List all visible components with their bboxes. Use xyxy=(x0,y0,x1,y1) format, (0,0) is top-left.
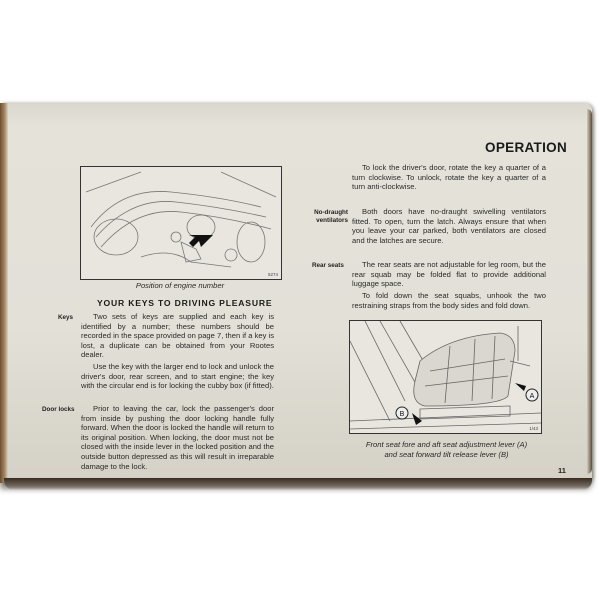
page-number: 11 xyxy=(558,466,566,475)
door-locks-label: Door locks xyxy=(42,406,75,413)
rear-seats-paragraph-1: The rear seats are not adjustable for leg room, but the rear squab may be folded flat to provide additional luggage space. xyxy=(352,260,546,289)
seat-illustration xyxy=(349,320,542,434)
door-lock-paragraph: To lock the driver's door, rotate the key a quarter of a turn clockwise. To unlock, rotate the key a quarter of a turn anti-clockwise. xyxy=(352,163,546,192)
engine-figure-caption: Position of engine number xyxy=(135,281,225,290)
ventilators-label-line2: ventilators xyxy=(316,217,348,224)
seat-caption-line1: Front seat fore and aft seat adjustment lever (A) xyxy=(365,440,528,449)
keys-paragraph-1: Two sets of keys are supplied and each key is identified by a number; these numbers should be recorded in the space provided on page 7, then if a key is lost, a duplicate can be obtained from your Rootes dealer. xyxy=(81,312,274,360)
seat-figure-code: 1/43 xyxy=(529,426,538,431)
ventilators-paragraph: Both doors have no-draught swivelling ventilators fitted. To open, turn the latch. Always ensure that when you leave your car parked, both ventilators are closed and the latches are secure. xyxy=(352,207,546,245)
ventilators-label xyxy=(308,209,348,225)
ventilators-label-line1: No-draught xyxy=(314,209,348,216)
page-edge-shadow xyxy=(4,478,592,490)
page-title: OPERATION xyxy=(485,140,567,155)
keys-label: Keys xyxy=(58,314,74,321)
seat-figure-caption xyxy=(349,440,544,459)
section-heading: YOUR KEYS TO DRIVING PLEASURE xyxy=(97,298,273,308)
keys-paragraph-2: Use the key with the larger end to lock and unlock the driver's door, rear screen, and to start engine; the key with the circular end is for locking the cubby box (if fitted). xyxy=(81,362,274,391)
callout-b: B xyxy=(399,411,405,418)
engine-illustration xyxy=(80,166,282,280)
callout-a: A xyxy=(529,393,535,400)
figure-code: 5274 xyxy=(267,272,278,277)
seat-caption-line2: and seat forward tilt release lever (B) xyxy=(384,449,509,459)
rear-seats-paragraph-2: To fold down the seat squabs, unhook the two restraining straps from the body sides and fold down. xyxy=(352,291,546,310)
seat-drawing-icon xyxy=(350,321,541,433)
door-locks-paragraph: Prior to leaving the car, lock the passenger's door from inside by pushing the door locking handle fully forward. When the door is locked the handle will return to its original position. When locking, the door must not be closed with the inside lever in the locked position and the outside button depressed as this will result in irreparable damage to the lock. xyxy=(81,404,274,471)
rear-seats-label: Rear seats xyxy=(312,262,344,269)
engine-drawing-icon xyxy=(81,167,281,279)
